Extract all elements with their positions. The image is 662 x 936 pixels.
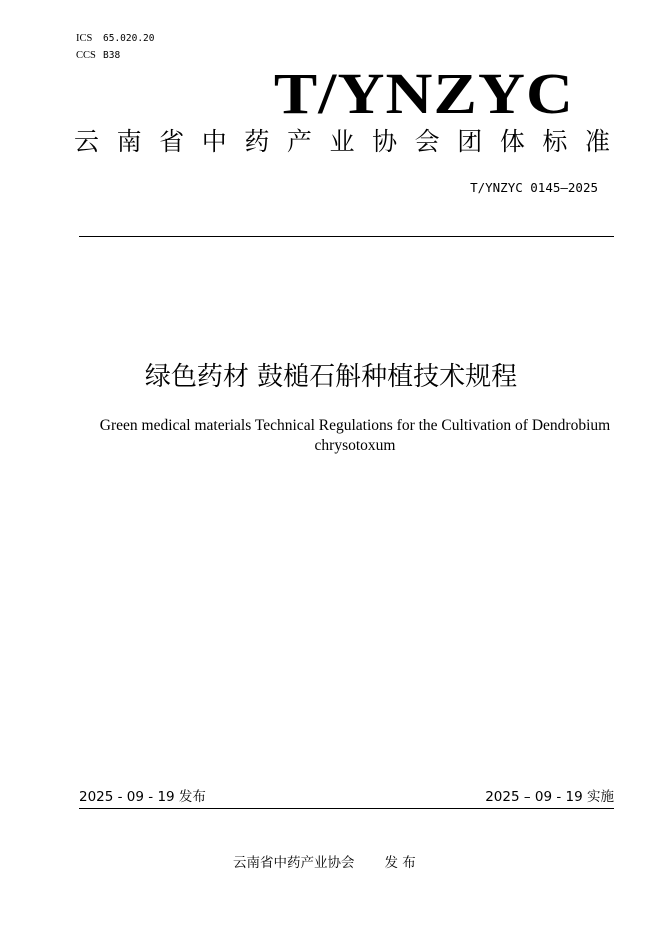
chinese-title: 绿色药材 鼓槌石斛种植技术规程 (144, 362, 518, 392)
standard-number: T/YNZYC 0145—2025 (470, 180, 598, 195)
ccs-line (76, 50, 120, 62)
ccs-label: CCS (76, 50, 96, 61)
implementation-date: 2025 – 09 - 19 实施 (485, 789, 614, 805)
bottom-divider (79, 808, 614, 809)
ccs-value: B38 (103, 50, 121, 61)
english-title (60, 416, 650, 456)
top-divider (79, 236, 614, 237)
issue-date: 2025 - 09 - 19 发布 (79, 789, 206, 805)
org-title: 云南省中药产业协会团体标准 (74, 127, 610, 156)
publisher-name: 云南省中药产业协会 (233, 855, 355, 871)
english-title-line-2: chrysotoxum (314, 437, 396, 454)
ics-value: 65.020.20 (103, 33, 155, 44)
english-title-line-1: Green medical materials Technical Regulations for the Cultivation of Dendrobium (99, 417, 611, 434)
publisher-action: 发 布 (384, 855, 416, 871)
ics-line (76, 33, 154, 45)
standard-logo: T/YNZYC (273, 61, 574, 126)
publisher-line (233, 854, 416, 872)
ics-label: ICS (76, 33, 93, 44)
